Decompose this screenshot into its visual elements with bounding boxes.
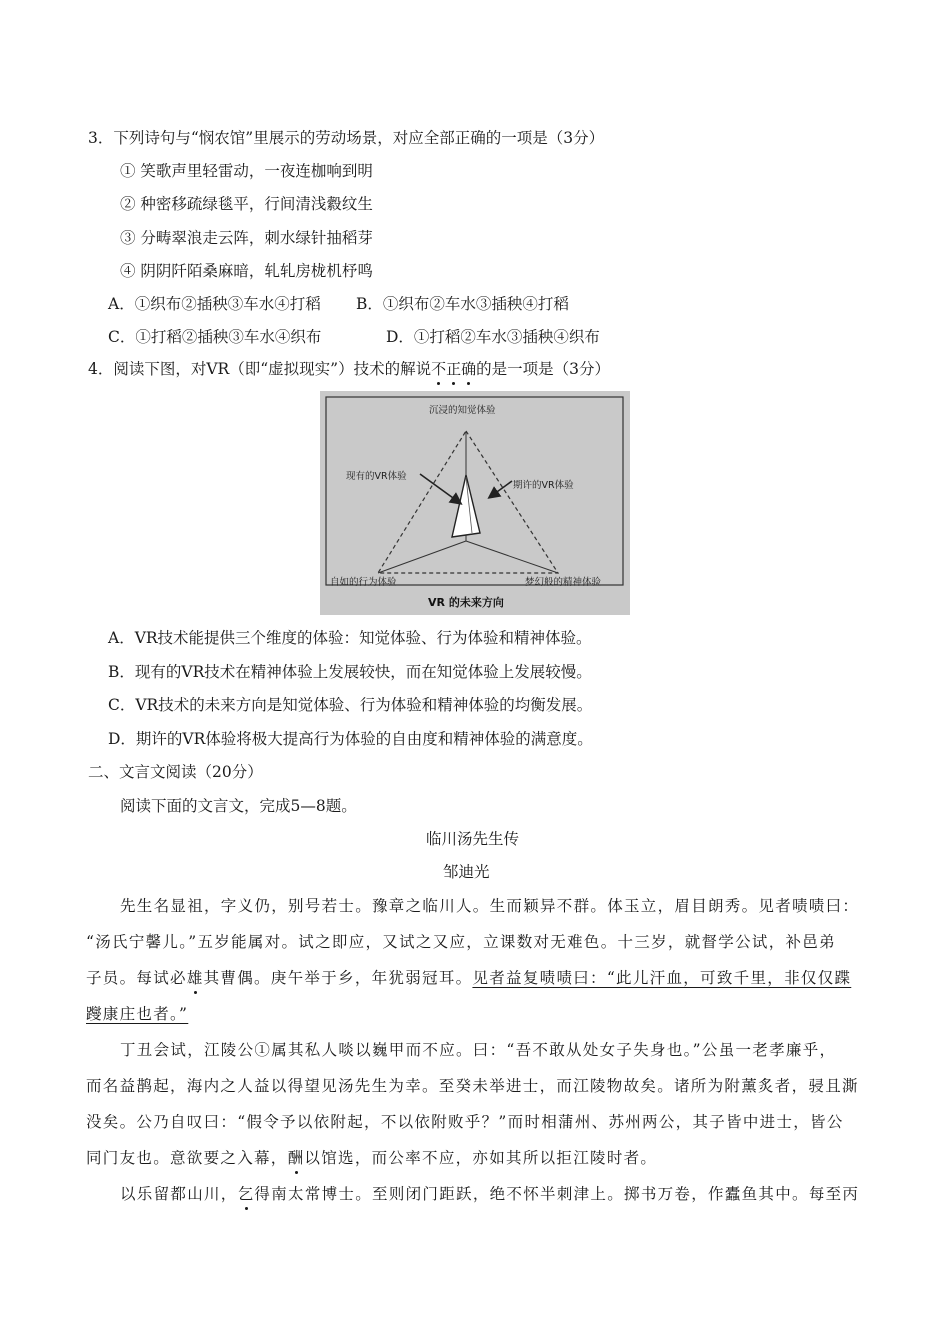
passage-line-1: 先生名显祖，字义仍，别号若士。豫章之临川人。生而颖异不群。体玉立，眉目朗秀。见者啧啧曰： [120,897,860,915]
passage-line-8 [86,1148,657,1168]
q3-option-d: D．①打稻②车水③插秧④织布 [386,328,600,346]
passage-line-5: 丁丑会试，江陵公①属其私人啖以巍甲而不应。曰：“吾不敢从处女子失身也。”公虽一老孝廉乎， [120,1041,837,1059]
underlined-sentence-part-2: 躞康庄也者。” [86,1005,189,1023]
label-desired-vr: 期许的VR体验 [513,480,574,491]
passage-line-3 [86,968,851,988]
vr-diagram [320,391,630,615]
q3-option-c: C．①打稻②插秧③车水④织布 [108,328,322,346]
label-current-vr: 现有的VR体验 [346,471,407,482]
emphasis-char-xiong: 雄 [186,969,204,987]
q4-stem-pre: 4．阅读下图，对VR（即“虚拟现实”）技术的解说 [88,360,432,378]
underlined-sentence-part-1: 见者益复啧啧曰：“此儿汗血，可致千里，非仅仅蹀 [472,969,852,987]
passage-line-9-post: 得南太常博士。至则闭门距跃，绝不怀半刺津上。掷书万卷，作蠹鱼其中。每至丙 [254,1185,860,1203]
q4-option-d: D．期许的VR体验将极大提高行为体验的自由度和精神体验的满意度。 [108,730,593,748]
passage-author: 邹迪光 [443,863,490,881]
q3-stem: 3．下列诗句与“悯农馆”里展示的劳动场景，对应全部正确的一项是（3分） [88,129,605,147]
passage-line-8-pre: 同门友也。意欲要之入幕， [86,1149,288,1167]
q3-item-4: ④ 阴阴阡陌桑麻暗，轧轧房栊机杼鸣 [120,262,373,280]
q4-option-b: B．现有的VR技术在精神体验上发展较快，而在知觉体验上发展较慢。 [108,663,592,681]
q4-stem-post: 的是一项是（3分） [476,360,610,378]
passage-line-3-mid: 其曹偶。庚午举于乡，年犹弱冠耳。 [203,969,473,987]
q4-option-a: A．VR技术能提供三个维度的体验：知觉体验、行为体验和精神体验。 [108,629,592,647]
q4-stem [88,359,610,379]
figure-caption: VR 的未来方向 [428,596,504,609]
q3-option-b: B．①织布②车水③插秧④打稻 [356,295,569,313]
passage-line-8-post: 以馆选，而公率不应，亦如其所以拒江陵时者。 [304,1149,658,1167]
passage-line-9 [120,1184,859,1204]
passage-title: 临川汤先生传 [426,830,520,848]
q3-item-3: ③ 分畴翠浪走云阵，刺水绿针抽稻芽 [120,229,373,247]
label-dreamlike-spirit: 梦幻般的精神体验 [525,577,602,588]
q4-emphasis-char-1: 不 [431,360,447,378]
passage-line-3-pre: 子员。每试必 [86,969,187,987]
arrow-desired-vr [490,481,512,497]
passage-line-7: 没矣。公乃自叹曰：“假令予以依附起，不以依附败乎？”而时相蒲州、苏州两公，其子皆中进士，皆公 [86,1113,844,1131]
q4-emphasis-char-2: 正 [446,360,462,378]
section2-heading: 二、文言文阅读（20分） [88,763,263,781]
q4-emphasis-char-3: 确 [461,360,477,378]
label-immersive-perception: 沉浸的知觉体验 [429,405,496,416]
q3-option-a: A．①织布②插秧③车水④打稻 [108,295,321,313]
section2-instruction: 阅读下面的文言文，完成5—8题。 [120,797,357,815]
vr-diagram-figure [320,391,630,615]
arrow-current-vr [420,474,460,503]
emphasis-char-chou: 酬 [287,1149,305,1167]
q4-option-c: C．VR技术的未来方向是知觉体验、行为体验和精神体验的均衡发展。 [108,696,593,714]
label-free-behavior: 自如的行为体验 [330,577,397,588]
q3-item-2: ② 种密移疏绿毯平，行间清浅縠纹生 [120,195,373,213]
passage-line-6: 而名益鹊起，海内之人益以得望见汤先生为幸。至癸未举进士，而江陵物故矣。诸所为附薰炙者，骎且澌 [86,1077,859,1095]
axis-left [378,541,466,573]
passage-line-2: “汤氏宁馨儿。”五岁能属对。试之即应，又试之又应，立课数对无难色。十三岁，就督学公试，补邑弟 [86,933,836,951]
axis-right [466,541,558,573]
passage-line-4 [86,1004,188,1024]
q3-item-1: ① 笑歌声里轻雷动，一夜连枷响到明 [120,162,373,180]
passage-line-9-pre: 以乐留都山川， [120,1185,238,1203]
diagram-frame [326,397,623,585]
current-vr-triangle [452,475,480,537]
emphasis-char-qi: 乞 [237,1185,255,1203]
